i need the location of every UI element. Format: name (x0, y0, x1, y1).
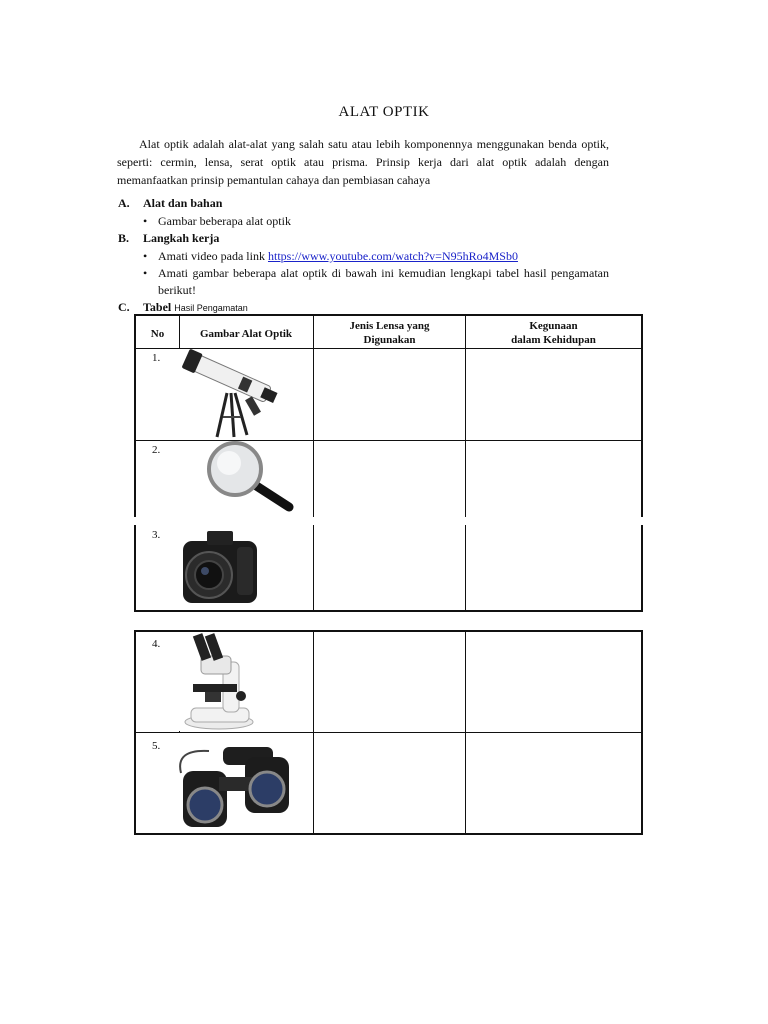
camera-icon (179, 525, 313, 610)
section-c-title: Tabel (143, 300, 172, 314)
section-b-bullet-2: • Amati gambar beberapa alat optik di bawah ini kemudian lengkapi tabel hasil pengamatan berikut! (143, 266, 609, 297)
row-number: 5. (152, 740, 161, 752)
section-a-bullet: • Gambar beberapa alat optik (143, 214, 291, 228)
observation-table-part-2 (134, 525, 643, 612)
observation-table-part-3 (134, 630, 643, 835)
section-a-heading (118, 196, 222, 211)
magnifying-glass-icon (179, 441, 313, 517)
row-number: 4. (152, 638, 161, 650)
section-a-title: Alat dan bahan (143, 196, 223, 210)
binoculars-icon (179, 733, 313, 833)
bullet-icon: • (143, 214, 148, 228)
bullet-icon: • (143, 249, 148, 263)
telescope-icon (179, 349, 313, 440)
intro-paragraph: Alat optik adalah alat-alat yang salah satu atau lebih komponennya menggunakan benda optik, seperti: cermin, lensa, serat optik atau prisma. Prinsip kerja dari alat optik adalah dengan memanfaatkan prinsip pemantulan cahaya dan pembiasan cahaya (117, 137, 609, 187)
header-no: No (150, 328, 165, 340)
section-c-heading (118, 300, 248, 315)
youtube-link[interactable]: https://www.youtube.com/watch?v=N95hRo4MSb0 (267, 249, 518, 263)
section-c-subtitle: Hasil Pengamatan (174, 303, 248, 313)
row-number: 3. (152, 529, 161, 541)
row-number: 1. (152, 352, 161, 364)
section-c-label: C. (118, 300, 130, 314)
header-jenis-lensa: Jenis Lensa yang Digunakan (349, 320, 430, 346)
section-b-title: Langkah kerja (143, 231, 220, 245)
row-number: 2. (152, 444, 161, 456)
microscope-icon (179, 632, 313, 731)
header-kegunaan: Kegunaan dalam Kehidupan (511, 320, 596, 346)
observation-table-part-1 (134, 314, 643, 517)
bullet-icon: • (143, 266, 148, 280)
section-b-bullet-1: • Amati video pada link https://www.youtube.com/watch?v=N95hRo4MSb0 (143, 249, 518, 263)
page-title: ALAT OPTIK (338, 104, 430, 120)
header-gambar: Gambar Alat Optik (199, 328, 293, 340)
section-b-label: B. (118, 231, 130, 245)
section-a-label: A. (118, 196, 130, 210)
section-b-heading (118, 231, 219, 246)
